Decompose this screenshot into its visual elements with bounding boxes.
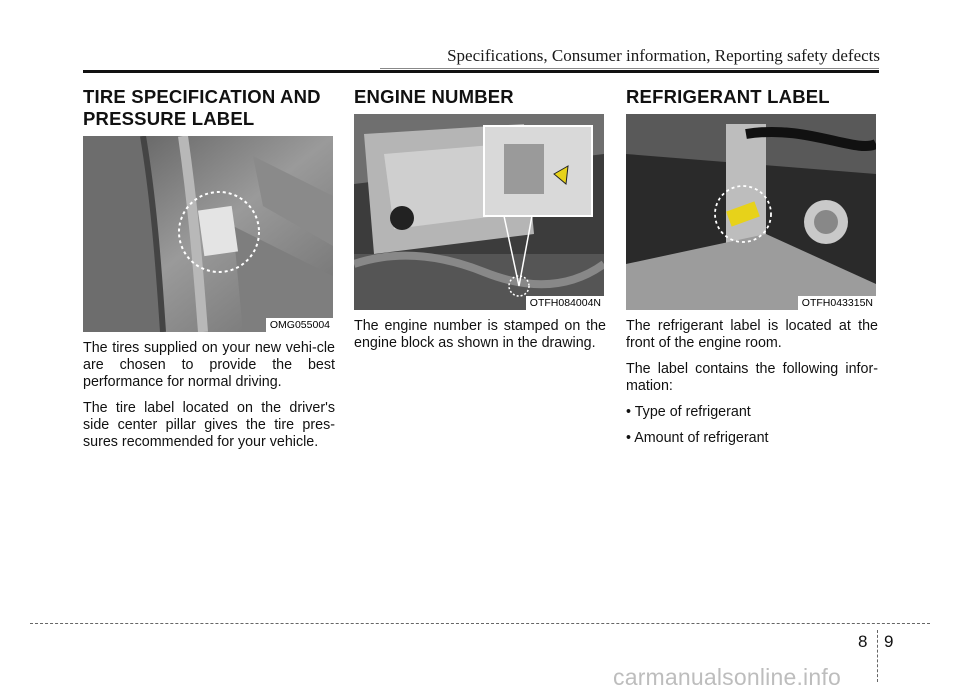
list-item: • Amount of refrigerant: [626, 430, 769, 446]
paragraph: The label contains the following infor-mation:: [626, 361, 878, 394]
watermark: carmanualsonline.info: [613, 664, 841, 690]
section-refrigerant-label: [626, 86, 878, 456]
page-number-value: 9: [884, 632, 894, 651]
list-item: • Type of refrigerant: [626, 404, 751, 420]
section-heading: [83, 86, 335, 130]
header-thin-rule: [380, 68, 879, 69]
refrigerant-photo: [626, 114, 876, 310]
section-heading: ENGINE NUMBER: [354, 86, 514, 107]
image-code: OMG055004: [266, 318, 333, 332]
paragraph: The refrigerant label is located at the front of the engine room.: [626, 318, 878, 351]
section-heading: REFRIGERANT LABEL: [626, 86, 830, 107]
section-body: [83, 340, 335, 451]
engine-photo: [354, 114, 604, 310]
image-code: OTFH084004N: [526, 296, 604, 310]
heading-line-1: TIRE SPECIFICATION AND: [83, 86, 321, 107]
paragraph: The tire label located on the driver's side center pillar gives the tire pres-sures recommended for your vehicle.: [83, 400, 335, 450]
header-rule: [83, 70, 879, 73]
list-item-text: Type of refrigerant: [634, 404, 751, 420]
tire-label-photo: [83, 136, 333, 332]
section-engine-number: [354, 86, 606, 361]
chapter-number: 8: [858, 632, 868, 651]
list-item-text: Amount of refrigerant: [634, 430, 769, 446]
paragraph: The tires supplied on your new vehi-cle are chosen to provide the best performance for normal driving.: [83, 340, 335, 390]
paragraph: The engine number is stamped on the engine block as shown in the drawing.: [354, 318, 606, 351]
section-tire-label: [83, 86, 335, 460]
page-header-title: Specifications, Consumer information, Reporting safety defects: [447, 46, 880, 65]
image-code: OTFH043315N: [798, 296, 876, 310]
refrigerant-info-list: [626, 404, 878, 447]
heading-line-2: PRESSURE LABEL: [83, 108, 255, 129]
page-number-separator: [877, 630, 878, 682]
section-body: [626, 318, 878, 447]
footer-rule: [30, 623, 930, 624]
section-body: [354, 318, 606, 352]
